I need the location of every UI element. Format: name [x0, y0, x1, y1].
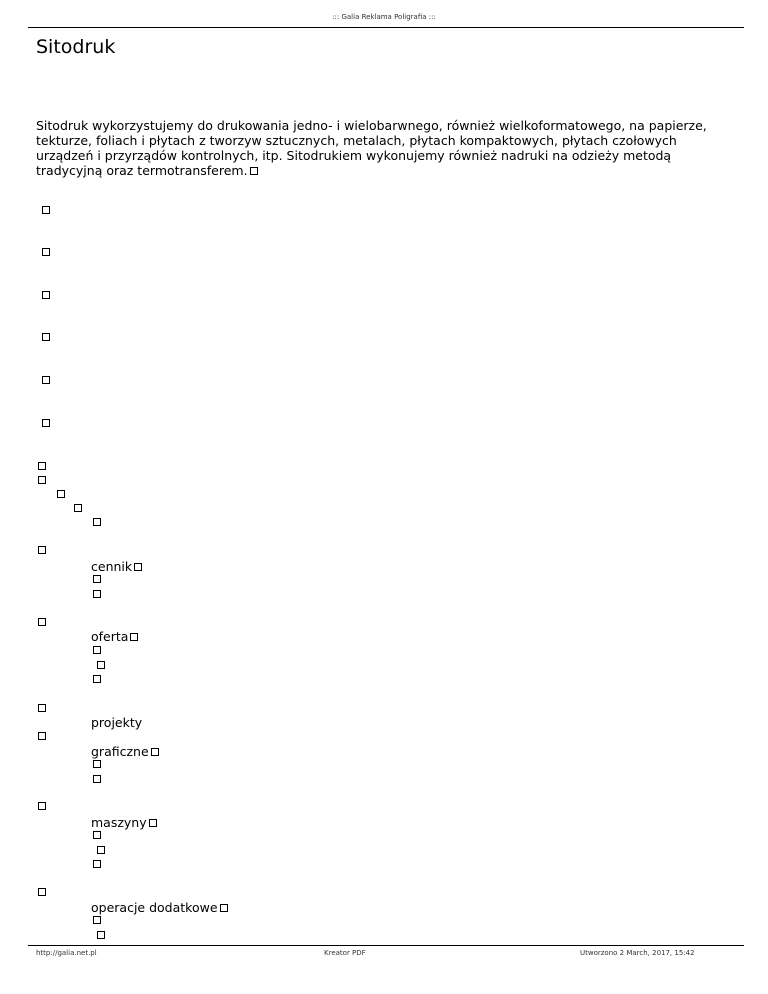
footer-created-date: Utworzono 2 March, 2017, 15:42 [580, 949, 695, 957]
menu-link-projekty[interactable]: projekty [91, 715, 143, 730]
missing-glyph-icon [93, 831, 101, 839]
missing-glyph-icon [38, 888, 46, 896]
missing-glyph-icon [42, 291, 50, 299]
footer-rule [28, 945, 744, 946]
missing-glyph-icon [38, 802, 46, 810]
missing-glyph-icon [93, 675, 101, 683]
menu-link-oferta[interactable]: oferta [91, 629, 138, 644]
missing-glyph-icon [38, 732, 46, 740]
missing-glyph-icon [250, 167, 258, 175]
missing-glyph-icon [42, 376, 50, 384]
menu-link-cennik[interactable]: cennik [91, 559, 142, 574]
footer-url: http://galia.net.pl [36, 949, 97, 957]
missing-glyph-icon [42, 206, 50, 214]
missing-glyph-icon [97, 931, 105, 939]
missing-glyph-icon [97, 846, 105, 854]
content-paragraph [36, 118, 726, 178]
missing-glyph-icon [93, 775, 101, 783]
missing-glyph-icon [93, 590, 101, 598]
missing-glyph-icon [93, 916, 101, 924]
footer-creator: Kreator PDF [324, 949, 366, 957]
missing-glyph-icon [38, 462, 46, 470]
missing-glyph-icon [151, 748, 159, 756]
missing-glyph-icon [93, 860, 101, 868]
paragraph-text: Sitodruk wykorzystujemy do drukowania jedno- i wielobarwnego, również wielkoformatowego, na papierze, tekturze, foliach i płytach z tworzyw sztucznych, metalach, płytach kompaktowych, płytach czołowych urządzeń i przyrządów kontrolnych, itp. Sitodrukiem wykonujemy również nadruki na odzieży metodą tradycyjną oraz termotransferem. [36, 118, 707, 178]
missing-glyph-icon [57, 490, 65, 498]
header-rule [28, 27, 744, 28]
missing-glyph-icon [93, 760, 101, 768]
missing-glyph-icon [42, 248, 50, 256]
missing-glyph-icon [93, 646, 101, 654]
missing-glyph-icon [220, 904, 228, 912]
missing-glyph-icon [130, 633, 138, 641]
missing-glyph-icon [134, 563, 142, 571]
missing-glyph-icon [38, 618, 46, 626]
missing-glyph-icon [38, 546, 46, 554]
menu-link-graficzne[interactable]: graficzne [91, 744, 159, 759]
missing-glyph-icon [38, 476, 46, 484]
missing-glyph-icon [42, 333, 50, 341]
missing-glyph-icon [93, 575, 101, 583]
missing-glyph-icon [42, 419, 50, 427]
site-title: ::: Galia Reklama Poligrafia ::: [332, 13, 436, 21]
page-title: Sitodruk [36, 36, 116, 58]
missing-glyph-icon [38, 704, 46, 712]
missing-glyph-icon [74, 504, 82, 512]
missing-glyph-icon [93, 518, 101, 526]
menu-link-operacje-dodatkowe[interactable]: operacje dodatkowe [91, 900, 228, 915]
missing-glyph-icon [97, 661, 105, 669]
menu-link-maszyny[interactable]: maszyny [91, 815, 157, 830]
missing-glyph-icon [149, 819, 157, 827]
